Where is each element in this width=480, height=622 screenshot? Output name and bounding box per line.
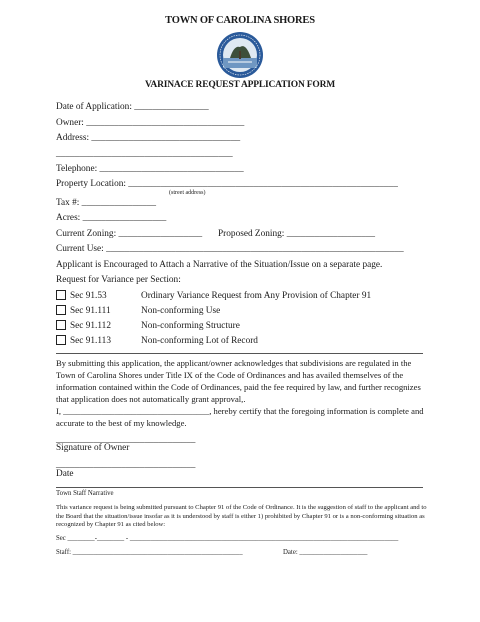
property-location-field[interactable]: Property Location: __________________________________________________________ — [56, 179, 398, 189]
divider — [56, 353, 423, 354]
street-address-hint: (street address) — [169, 190, 206, 196]
section-row[interactable] — [56, 291, 107, 301]
certification-statement[interactable]: I, __________________________________, hereby certify that the foregoing information is complete and accurate to the best of my knowledge. — [56, 406, 424, 428]
section-number-line[interactable]: Sec ________-________ - _______________________________________________________________________________ — [56, 535, 399, 542]
date-signature-line[interactable]: ______________________________ — [56, 460, 196, 470]
checkbox[interactable] — [56, 305, 66, 315]
date-label: Date — [56, 469, 74, 479]
tax-number-field[interactable]: Tax #: ________________ — [56, 198, 157, 208]
address-field[interactable]: Address: ________________________________ — [56, 133, 241, 143]
current-use-field[interactable]: Current Use: ________________________________________________________________ — [56, 244, 404, 254]
section-code: Sec 91.112 — [70, 321, 111, 332]
sections-heading: Request for Variance per Section: — [56, 275, 181, 285]
town-title: TOWN OF CAROLINA SHORES — [165, 15, 315, 26]
section-description: Non-conforming Structure — [141, 321, 240, 331]
section-row[interactable] — [56, 321, 111, 331]
divider — [56, 487, 423, 488]
acres-field[interactable]: Acres: __________________ — [56, 213, 167, 223]
staff-line[interactable]: Staff: __________________________________________________ — [56, 549, 243, 556]
checkbox[interactable] — [56, 320, 66, 330]
acknowledgement-paragraph: By submitting this application, the applicant/owner acknowledges that subdivisions are regulated in the Town of Carolina Shores under Title IX of the Code of Ordinances and has availed themselves of the information contained within the Code of Ordinances, paid the fee required by law, and further recognizes that application does not automatically grant approval,. — [56, 358, 421, 404]
staff-narrative-heading: Town Staff Narrative — [56, 490, 114, 497]
owner-field[interactable]: Owner: __________________________________ — [56, 118, 245, 128]
proposed-zoning-field[interactable]: Proposed Zoning: ___________________ — [218, 229, 376, 239]
current-zoning-field[interactable]: Current Zoning: __________________ — [56, 229, 203, 239]
town-seal-logo — [216, 31, 264, 79]
staff-date-line[interactable]: Date: ____________________ — [283, 549, 368, 556]
address-line2-field[interactable]: ______________________________________ — [56, 149, 233, 159]
section-description: Non-conforming Lot of Record — [141, 336, 258, 346]
section-description: Ordinary Variance Request from Any Provision of Chapter 91 — [141, 291, 372, 301]
checkbox[interactable] — [56, 335, 66, 345]
section-description: Non-conforming Use — [141, 306, 221, 316]
narrative-note: Applicant is Encouraged to Attach a Narrative of the Situation/Issue on a separate page. — [56, 260, 383, 270]
section-row[interactable] — [56, 306, 111, 316]
signature-label: Signature of Owner — [56, 443, 130, 453]
telephone-field[interactable]: Telephone: _______________________________ — [56, 164, 244, 174]
section-code: Sec 91.113 — [70, 336, 111, 347]
date-of-application-field[interactable]: Date of Application: ________________ — [56, 102, 209, 112]
section-code: Sec 91.53 — [70, 291, 107, 302]
checkbox[interactable] — [56, 290, 66, 300]
signature-line[interactable]: ______________________________ — [56, 435, 196, 445]
section-code: Sec 91.111 — [70, 306, 111, 317]
section-row[interactable] — [56, 336, 111, 346]
form-title: VARINACE REQUEST APPLICATION FORM — [144, 80, 336, 90]
staff-narrative-text: This variance request is being submitted pursuant to Chapter 91 of the Code of Ordinance. It is the suggestion of staff to the applicant and to the Board that the situation/issue insofar as it is understood by staff is either 1) prohibited by Chapter 91 or is a non-conforming situation as recognized by Chapter 91 as cited below: — [56, 504, 427, 529]
